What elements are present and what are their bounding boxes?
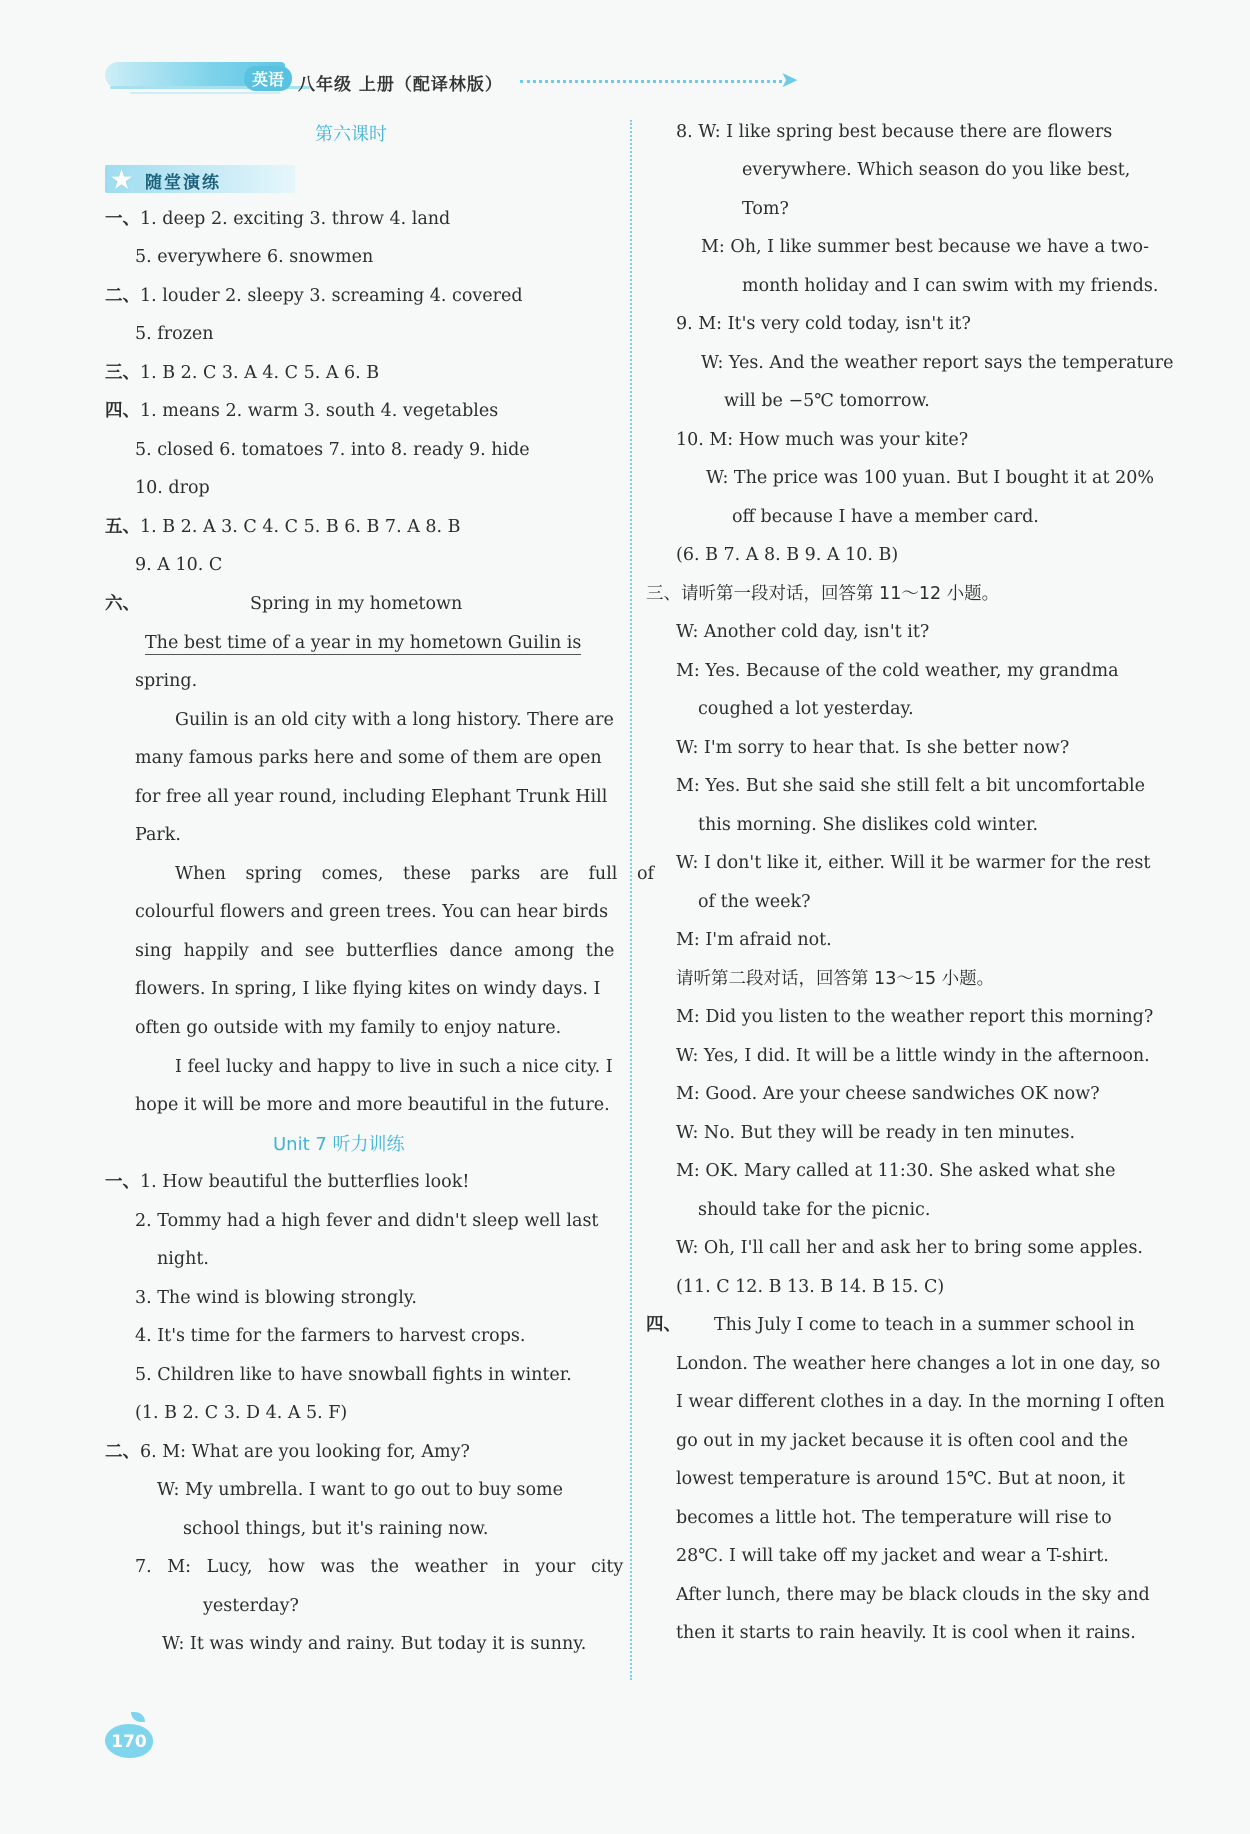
answer-line: 9. A 10. C [135,555,223,575]
star-icon: ★ [109,163,135,196]
practice-tag-label: 随堂演练 [145,173,221,193]
listen-line: yesterday? [203,1596,299,1616]
listen-line: W: It was windy and rainy. But today it is sunny. [162,1634,587,1654]
dialogue-line: W: Yes. And the weather report says the temperature [701,353,1174,373]
answer-line: 三、1. B 2. C 3. A 4. C 5. A 6. B [105,363,380,383]
essay-line: sing happily and see butterflies dance among the [135,941,615,961]
subject-badge: 英语 [244,66,292,91]
dialogue-line: M: Yes. But she said she still felt a bit uncomfortable [676,776,1145,796]
essay-line: many famous parks here and some of them are open [135,748,602,768]
dialogue-line: coughed a lot yesterday. [698,699,914,719]
answer-line: 四、1. means 2. warm 3. south 4. vegetables [105,401,499,421]
answer-key: (6. B 7. A 8. B 9. A 10. B) [676,545,899,565]
lesson-title: 第六课时 [315,124,387,145]
dialogue-line: M: I'm afraid not. [676,930,832,950]
header-dotted-line [520,80,782,83]
answer-line: 5. closed 6. tomatoes 7. into 8. ready 9. hide [135,440,530,460]
dialogue-line: off because I have a member card. [732,507,1039,527]
dialogue-line: 8. W: I like spring best because there are flowers [676,122,1113,142]
section-mark: 四、 [646,1315,681,1335]
essay-line: often go outside with my family to enjoy nature. [135,1018,562,1038]
page-number: 170 [105,1724,153,1758]
dialogue-line: of the week? [698,892,811,912]
dialogue-line: W: Yes, I did. It will be a little windy in the afternoon. [676,1046,1150,1066]
dialogue-line: 9. M: It's very cold today, isn't it? [676,314,971,334]
listen-line: school things, but it's raining now. [183,1519,489,1539]
dialogue-line: month holiday and I can swim with my friends. [742,276,1159,296]
dialogue-line: this morning. She dislikes cold winter. [698,815,1039,835]
passage-line: becomes a little hot. The temperature will rise to [676,1508,1112,1528]
dialogue-line: will be −5℃ tomorrow. [724,391,930,411]
essay-line: The best time of a year in my hometown Guilin is [145,633,582,653]
column-divider [630,120,632,1680]
answer-line: 5. everywhere 6. snowmen [135,247,374,267]
dialogue-line: W: I'm sorry to hear that. Is she better now? [676,738,1070,758]
passage-line: London. The weather here changes a lot in one day, so [676,1354,1161,1374]
listen-line: W: My umbrella. I want to go out to buy some [157,1480,563,1500]
answer-line: 10. drop [135,478,210,498]
passage-line: This July I come to teach in a summer school in [714,1315,1135,1335]
listen-line: night. [157,1249,209,1269]
essay-line: I feel lucky and happy to live in such a nice city. I [175,1057,613,1077]
essay-line: spring. [135,671,198,691]
unit-title: Unit 7 听力训练 [273,1134,405,1155]
dialogue-line: W: Another cold day, isn't it? [676,622,930,642]
essay-line: Park. [135,825,181,845]
essay-title: Spring in my hometown [250,594,463,614]
listen-line: 二、6. M: What are you looking for, Amy? [105,1442,470,1462]
essay-line: Guilin is an old city with a long history. There are [175,710,614,730]
essay-line: hope it will be more and more beautiful in the future. [135,1095,610,1115]
dialogue-line: everywhere. Which season do you like best, [742,160,1131,180]
listen-line: (1. B 2. C 3. D 4. A 5. F) [135,1403,348,1423]
dialogue-line: 10. M: How much was your kite? [676,430,969,450]
dialogue-line: W: No. But they will be ready in ten minutes. [676,1123,1076,1143]
dialogue-line: should take for the picnic. [698,1200,931,1220]
listen-line: 3. The wind is blowing strongly. [135,1288,417,1308]
book-title: 八年级 上册（配译林版） [298,75,503,95]
dialogue-line: M: Oh, I like summer best because we have a two- [701,237,1150,257]
passage-line: go out in my jacket because it is often cool and the [676,1431,1129,1451]
leaf-icon [131,1712,145,1722]
listen-line: 一、1. How beautiful the butterflies look! [105,1172,470,1192]
listen-line: 4. It's time for the farmers to harvest crops. [135,1326,526,1346]
answer-line: 一、1. deep 2. exciting 3. throw 4. land [105,209,451,229]
listen-line: 5. Children like to have snowball fights in winter. [135,1365,572,1385]
answer-line: 5. frozen [135,324,214,344]
section-instruction: 三、请听第一段对话，回答第 11～12 小题。 [646,584,1000,604]
dialogue-line: W: The price was 100 yuan. But I bought it at 20% [706,468,1154,488]
listen-line: 2. Tommy had a high fever and didn't sleep well last [135,1211,599,1231]
passage-line: lowest temperature is around 15℃. But at noon, it [676,1469,1125,1489]
passage-line: 28℃. I will take off my jacket and wear a T-shirt. [676,1546,1109,1566]
essay-line: for free all year round, including Elephant Trunk Hill [135,787,608,807]
dialogue-line: M: Good. Are your cheese sandwiches OK now? [676,1084,1100,1104]
dialogue-line: Tom? [742,199,789,219]
answer-line: 二、1. louder 2. sleepy 3. screaming 4. covered [105,286,523,306]
dialogue-line: M: Did you listen to the weather report this morning? [676,1007,1154,1027]
listen-line: 7. M: Lucy, how was the weather in your city [135,1557,624,1577]
passage-line: After lunch, there may be black clouds in the sky and [676,1585,1150,1605]
header-stripe [130,92,280,94]
practice-tag [105,163,295,196]
dialogue-line: M: Yes. Because of the cold weather, my grandma [676,661,1119,681]
passage-line: then it starts to rain heavily. It is cool when it rains. [676,1623,1136,1643]
essay-line: flowers. In spring, I like flying kites on windy days. I [135,979,601,999]
answer-key: (11. C 12. B 13. B 14. B 15. C) [676,1277,945,1297]
section-instruction: 请听第二段对话，回答第 13～15 小题。 [676,969,995,989]
dialogue-line: M: OK. Mary called at 11:30. She asked what she [676,1161,1116,1181]
passage-line: I wear different clothes in a day. In the morning I often [676,1392,1165,1412]
dialogue-line: W: Oh, I'll call her and ask her to bring some apples. [676,1238,1143,1258]
essay-line: colourful flowers and green trees. You can hear birds [135,902,609,922]
answer-line: 五、1. B 2. A 3. C 4. C 5. B 6. B 7. A 8. B [105,517,461,537]
dialogue-line: W: I don't like it, either. Will it be warmer for the rest [676,853,1151,873]
essay-line: When spring comes, these parks are full of [175,864,654,884]
arrow-right-icon: ➤ [780,68,799,93]
essay-mark: 六、 [105,594,140,614]
